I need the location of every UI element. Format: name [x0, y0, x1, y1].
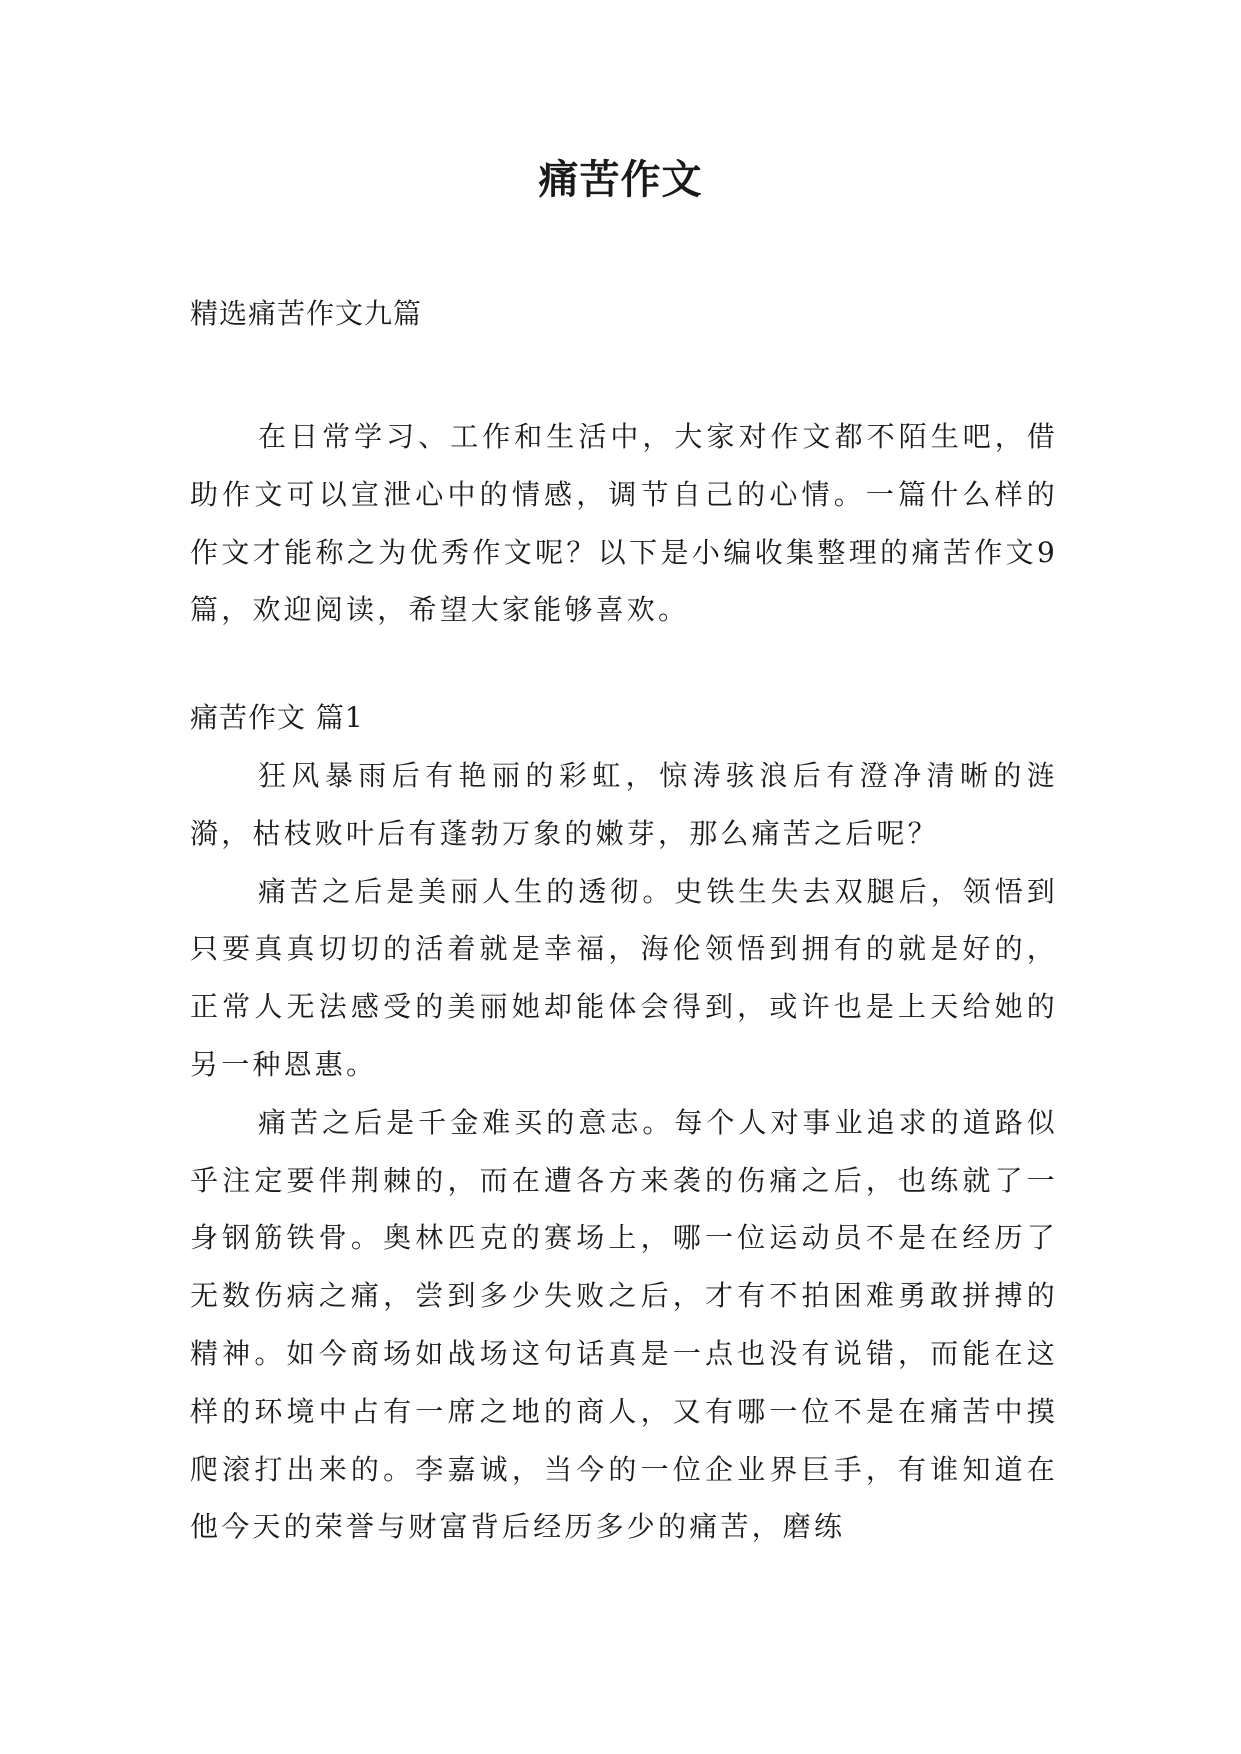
body-paragraph: 痛苦之后是千金难买的意志。每个人对事业追求的道路似乎注定要伴荆棘的，而在遭各方来袭的伤痛之后，也练就了一身钢筋铁骨。奥林匹克的赛场上，哪一位运动员不是在经历了无数伤病之痛，尝到多少失败之后，才有不拍困难勇敢拼搏的精神。如今商场如战场这句话真是一点也没有说错，而能在这样的环境中占有一席之地的商人，又有哪一位不是在痛苦中摸爬滚打出来的。李嘉诚，当今的一位企业界巨手，有谁知道在他今天的荣誉与财富背后经历多少的痛苦，磨练 [190, 1105, 1058, 1544]
intro-paragraph: 在日常学习、工作和生活中，大家对作文都不陌生吧，借助作文可以宣泄心中的情感，调节自己的心情。一篇什么样的作文才能称之为优秀作文呢？以下是小编收集整理的痛苦作文9篇，欢迎阅读，希望大家能够喜欢。 [190, 420, 1058, 627]
body-paragraph: 痛苦之后是美丽人生的透彻。史铁生失去双腿后，领悟到只要真真切切的活着就是幸福，海伦领悟到拥有的就是好的，正常人无法感受的美丽她却能体会得到，或许也是上天给她的另一种恩惠。 [190, 874, 1058, 1081]
document-title: 痛苦作文 [538, 157, 703, 203]
document-subtitle: 精选痛苦作文九篇 [190, 297, 423, 330]
section-heading: 痛苦作文 篇1 [190, 701, 364, 735]
document-body [190, 408, 1058, 1556]
body-paragraph: 狂风暴雨后有艳丽的彩虹，惊涛骇浪后有澄净清晰的涟漪，枯枝败叶后有蓬勃万象的嫩芽，那么痛苦之后呢？ [190, 758, 1058, 850]
